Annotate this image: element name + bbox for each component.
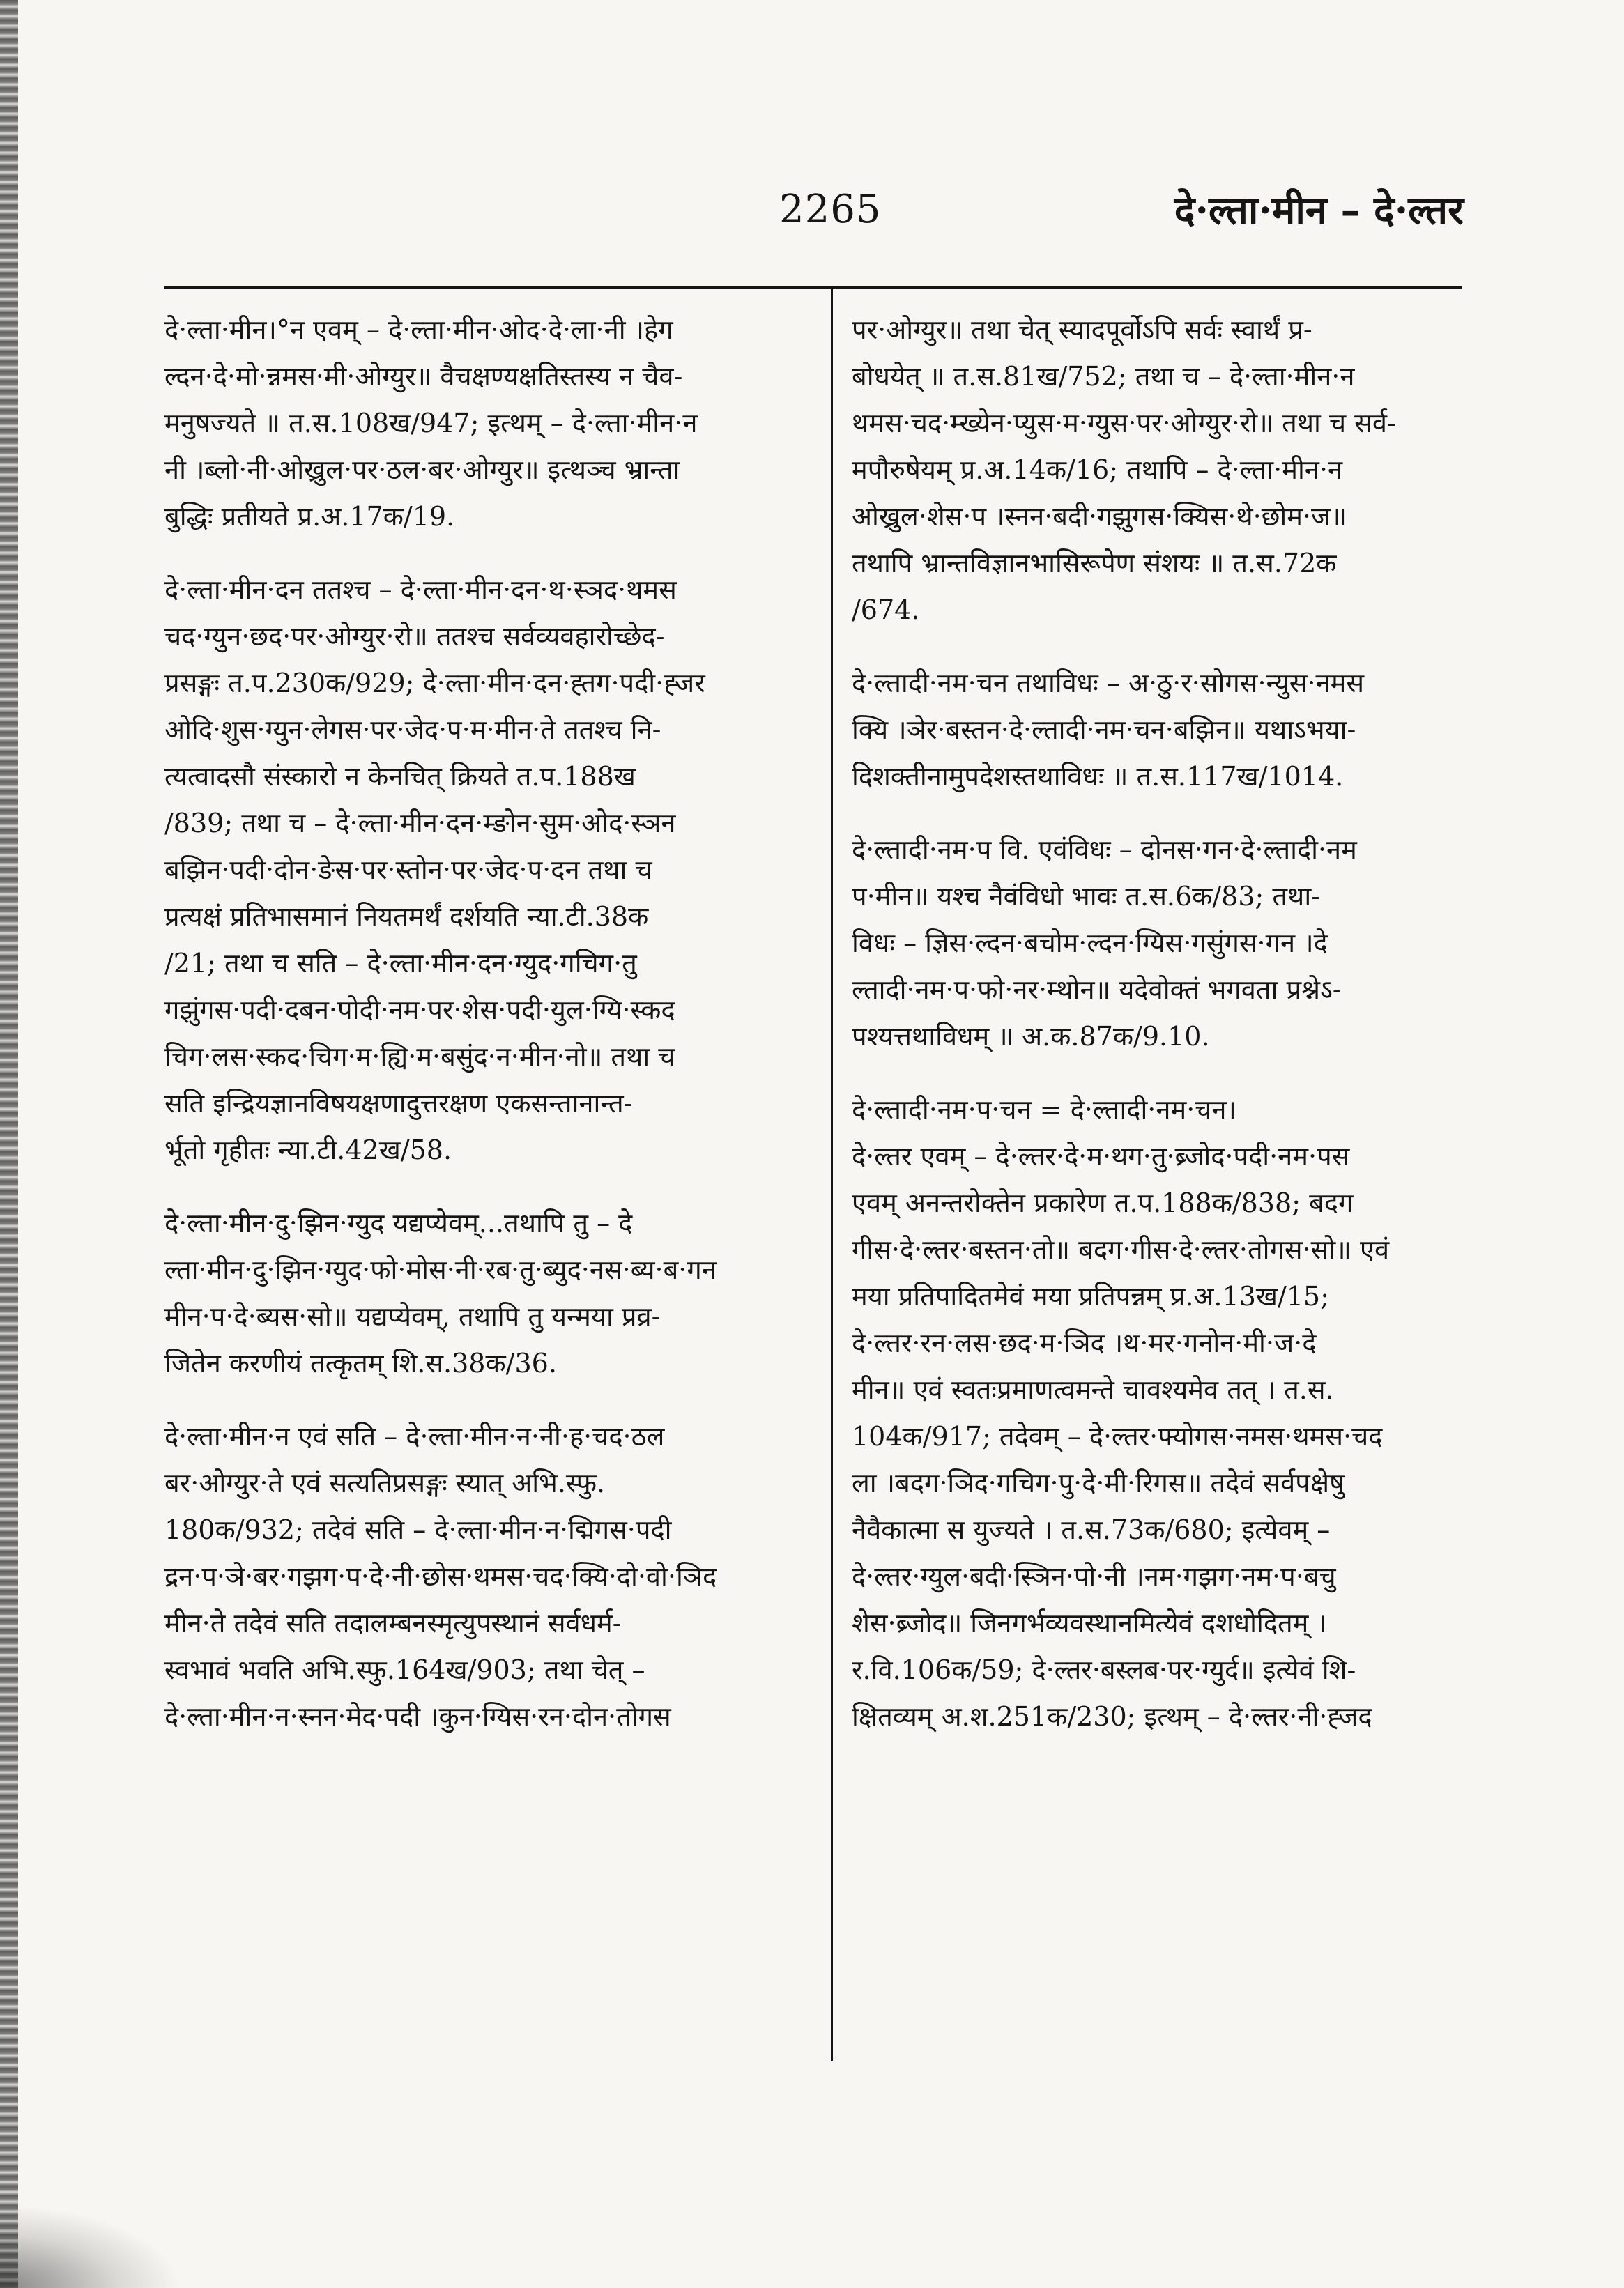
entry-line: बुद्धिः प्रतीयते प्र.अ.17क/19.	[164, 501, 455, 532]
entry-line: शेस·ब्र्जोद॥ जिनगर्भव्यवस्थानमित्येवं दशधोदितम् ।	[852, 1608, 1327, 1638]
entry-line: प्रत्यक्षं प्रतिभासमानं नियतमर्थं दर्शयति न्या.टी.38क	[164, 901, 649, 932]
entry-line: पश्यत्तथाविधम् ॥ अ.क.87क/9.10.	[852, 1021, 1210, 1052]
dictionary-entry	[164, 307, 806, 540]
entry-line: नैवैकात्मा स युज्यते । त.स.73क/680; इत्येवम् –	[852, 1514, 1331, 1545]
entry-line: दे·ल्ता·मीन·दु·झिन·ग्युद यद्यप्येवम्...तथापि तु – दे	[164, 1208, 633, 1238]
entry-line: /839; तथा च – दे·ल्ता·मीन·दन·म्ङोन·सुम·ओद·स्ञन	[164, 808, 676, 838]
entry-line: नी ।ब्लो·नी·ओख्रुल·पर·ठल·बर·ओग्युर॥ इत्थञ्च भ्रान्ता	[164, 454, 680, 485]
dictionary-entry	[852, 827, 1479, 1060]
dictionary-entry	[164, 1200, 806, 1387]
entry-line: दे·ल्तादी·नम·प·चन = दे·ल्तादी·नम·चन।	[852, 1094, 1236, 1125]
entry-line: एवम् अनन्तरोक्तेन प्रकारेण त.प.188क/838; बदग	[852, 1188, 1354, 1218]
entry-line: गझुंगस·पदी·दबन·पोदी·नम·पर·शेस·पदी·युल·ग्यि·स्कद	[164, 995, 675, 1025]
entry-line: चद·ग्युन·छद·पर·ओग्युर·रो॥ ततश्च सर्वव्यवहारोच्छेद-	[164, 621, 665, 652]
entry-line: मया प्रतिपादितमेवं मया प्रतिपन्नम् प्र.अ.13ख/15;	[852, 1281, 1329, 1312]
entry-line: क्षितव्यम् अ.श.251क/230; इत्थम् – दे·ल्तर·नी·ह्जद	[852, 1701, 1372, 1732]
entry-line: गीस·दे·ल्तर·बस्तन·तो॥ बदग·गीस·दे·ल्तर·तोगस·सो॥ एवं	[852, 1234, 1390, 1265]
entry-line: तथापि भ्रान्तविज्ञानभासिरूपेण संशयः ॥ त.स.72क	[852, 548, 1337, 578]
entry-line: मपौरुषेयम् प्र.अ.14क/16; तथापि – दे·ल्ता·मीन·न	[852, 454, 1343, 485]
entry-line: /674.	[852, 594, 920, 625]
entry-line: ल्दन·दे·मो·न्नमस·मी·ओग्युर॥ वैचक्षण्यक्षतिस्तस्य न चैव-	[164, 361, 683, 392]
entry-line: द्रन·प·ञे·बर·गझग·प·दे·नी·छोस·थमस·चद·क्यि·दो·वो·ञिद	[164, 1561, 717, 1592]
entry-line: ल्तादी·नम·प·फो·नर·म्थोन॥ यदेवोक्तं भगवता प्रश्नेऽ-	[852, 974, 1342, 1005]
entry-line: क्यि ।ञेर·बस्तन·दे·ल्तादी·नम·चन·बझिन॥ यथाऽभया-	[852, 714, 1356, 745]
entry-line: दे·ल्ता·मीन·न·स्नन·मेद·पदी ।कुन·ग्यिस·रन·दोन·तोगस	[164, 1701, 671, 1732]
entry-line: 104क/917; तदेवम् – दे·ल्तर·फ्योगस·नमस·थमस·चद	[852, 1421, 1383, 1452]
entry-line: बझिन·पदी·दोन·ङेस·पर·स्तोन·पर·जेद·प·दन तथा च	[164, 854, 652, 885]
column-divider	[831, 287, 833, 2061]
dictionary-entry	[164, 567, 806, 1174]
scan-edge-shadow	[0, 0, 18, 2288]
entry-line: 180क/932; तदेवं सति – दे·ल्ता·मीन·न·द्मिगस·पदी	[164, 1514, 672, 1545]
entry-line: प·मीन॥ यश्च नैवंविधो भावः त.स.6क/83; तथा-	[852, 881, 1321, 912]
entry-line: मनुषज्यते ॥ त.स.108ख/947; इत्थम् – दे·ल्ता·मीन·न	[164, 408, 698, 438]
entry-line: प्रसङ्गः त.प.230क/929; दे·ल्ता·मीन·दन·ह्तग·पदी·ह्जर	[164, 668, 705, 698]
dictionary-entry	[852, 1087, 1479, 1740]
entry-line: बोधयेत् ॥ त.स.81ख/752; तथा च – दे·ल्ता·मीन·न	[852, 361, 1355, 392]
entry-line: दे·ल्तर·ग्युल·बदी·स्ञिन·पो·नी ।नम·गझग·नम·प·बचु	[852, 1561, 1336, 1592]
entry-line: बर·ओग्युर·ते एवं सत्यतिप्रसङ्गः स्यात् अभि.स्फु.	[164, 1468, 606, 1498]
entry-line: मीन·प·दे·ब्यस·सो॥ यद्यप्येवम्, तथापि तु यन्मया प्रव्र-	[164, 1301, 661, 1332]
entry-line: ला ।बदग·ञिद·गचिग·पु·दे·मी·रिगस॥ तदेवं सर्वपक्षेषु	[852, 1468, 1345, 1498]
running-head: दे·ल्ता·मीन – दे·ल्तर	[1174, 187, 1464, 233]
entry-line: त्यत्वादसौ संस्कारो न केनचित् क्रियते त.प.188ख	[164, 761, 636, 792]
page-number: 2265	[779, 187, 882, 232]
entry-line: मीन॥ एवं स्वतःप्रमाणत्वमन्ते चावश्यमेव तत् । त.स.	[852, 1374, 1334, 1405]
scan-corner-shadow	[0, 2204, 181, 2288]
entry-line: दे·ल्ता·मीन·न एवं सति – दे·ल्ता·मीन·न·नी·ह·चद·ठल	[164, 1421, 665, 1452]
entry-line: /21; तथा च सति – दे·ल्ता·मीन·दन·ग्युद·गचिग·तु	[164, 948, 637, 978]
entry-line: पर·ओग्युर॥ तथा चेत् स्यादपूर्वोऽपि सर्वः स्वार्थं प्र-	[852, 314, 1312, 345]
dictionary-entry	[164, 1413, 806, 1740]
entry-line: दे·ल्तादी·नम·चन तथाविधः – अ·ठु·र·सोगस·न्युस·नमस	[852, 668, 1365, 698]
left-column	[164, 307, 806, 1740]
entry-line: जितेन करणीयं तत्कृतम् शि.स.38क/36.	[164, 1348, 557, 1379]
entry-line: दे·ल्तर एवम् – दे·ल्तर·दे·म·थग·तु·ब्र्जोद·पदी·नम·पस	[852, 1141, 1350, 1172]
entry-line: ल्ता·मीन·दु·झिन·ग्युद·फो·मोस·नी·रब·तु·ब्युद·नस·ब्य·ब·गन	[164, 1254, 717, 1285]
entry-line: दे·ल्तादी·नम·प वि. एवंविधः – दोनस·गन·दे·ल्तादी·नम	[852, 834, 1357, 865]
entry-line: स्वभावं भवति अभि.स्फु.164ख/903; तथा चेत् –	[164, 1654, 645, 1685]
dictionary-entry	[852, 660, 1479, 800]
entry-line: दे·ल्तर·रन·लस·छद·म·ञिद ।थ·मर·गनोन·मी·ज·दे	[852, 1328, 1317, 1358]
entry-line: दे·ल्ता·मीन।°न एवम् – दे·ल्ता·मीन·ओद·दे·ला·नी ।हेग	[164, 314, 673, 345]
entry-line: सति इन्द्रियज्ञानविषयक्षणादुत्तरक्षण एकसन्तानान्त-	[164, 1088, 633, 1119]
right-column	[852, 307, 1479, 1740]
header-rule	[164, 286, 1462, 289]
entry-line: र्भूतो गृहीतः न्या.टी.42ख/58.	[164, 1135, 452, 1165]
entry-line: विधः – ज्ञिस·ल्दन·बचोम·ल्दन·ग्यिस·गसुंगस·गन ।दे	[852, 928, 1328, 958]
entry-line: चिग·लस·स्कद·चिग·म·ह्यि·म·बसुंद·न·मीन·नो॥ तथा च	[164, 1041, 675, 1072]
entry-line: दे·ल्ता·मीन·दन ततश्च – दे·ल्ता·मीन·दन·थ·स्ञद·थमस	[164, 574, 677, 605]
entry-line: थमस·चद·म्ख्येन·प्युस·म·ग्युस·पर·ओग्युर·रो॥ तथा च सर्व-	[852, 408, 1396, 438]
dictionary-entry	[852, 307, 1479, 634]
entry-line: ओदि·शुस·ग्युन·लेगस·पर·जेद·प·म·मीन·ते ततश्च नि-	[164, 714, 661, 745]
entry-line: दिशक्तीनामुपदेशस्तथाविधः ॥ त.स.117ख/1014.	[852, 761, 1344, 792]
entry-line: र.वि.106क/59; दे·ल्तर·बस्लब·पर·ग्युर्द॥ इत्येवं शि-	[852, 1654, 1356, 1685]
entry-line: मीन·ते तदेवं सति तदालम्बनस्मृत्युपस्थानं सर्वधर्म-	[164, 1608, 622, 1638]
entry-line: ओख्रुल·शेस·प ।स्नन·बदी·गझुगस·क्यिस·थे·छोम·ज॥	[852, 501, 1347, 532]
